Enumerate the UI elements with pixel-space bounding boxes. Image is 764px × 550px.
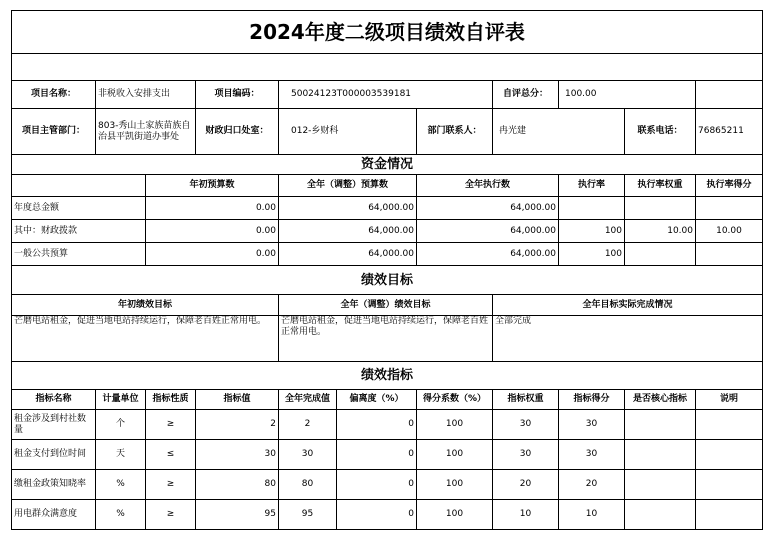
funds-row-score	[696, 197, 763, 220]
ind-target: 30	[196, 440, 279, 470]
funds-row-score	[696, 243, 763, 266]
ind-nature: ≥	[146, 500, 196, 530]
ind-weight: 30	[493, 440, 559, 470]
ind-weight: 30	[493, 410, 559, 440]
ind-deviation: 0	[337, 500, 417, 530]
ind-header-note: 说明	[696, 390, 763, 410]
contact-value: 冉光建	[493, 109, 625, 155]
ind-deviation: 0	[337, 440, 417, 470]
funds-row-init: 0.00	[146, 197, 279, 220]
funds-row-rate	[559, 197, 625, 220]
funds-header-adjusted: 全年（调整）预算数	[279, 175, 417, 197]
indicator-row	[12, 500, 763, 530]
funds-row-init: 0.00	[146, 243, 279, 266]
ind-nature: ≥	[146, 470, 196, 500]
ind-core	[625, 470, 696, 500]
funds-header-weight: 执行率权重	[625, 175, 696, 197]
funds-row-name: 其中：财政拨款	[12, 220, 146, 243]
ind-actual: 80	[279, 470, 337, 500]
ind-unit: 天	[96, 440, 146, 470]
contact-label: 部门联系人：	[417, 109, 493, 155]
project-name-value: 非税收入安排支出	[96, 81, 196, 109]
ind-target: 95	[196, 500, 279, 530]
ind-header-coef: 得分系数（%）	[417, 390, 493, 410]
ind-deviation: 0	[337, 470, 417, 500]
ind-header-core: 是否核心指标	[625, 390, 696, 410]
finance-value: 012-乡财科	[279, 109, 417, 155]
funds-row-executed: 64,000.00	[417, 243, 559, 266]
goals-adjusted-text: 芒磨电站租金，促进当地电站持续运行，保障老百姓正常用电。	[279, 316, 493, 362]
ind-core	[625, 440, 696, 470]
ind-score: 20	[559, 470, 625, 500]
evaluation-sheet	[11, 10, 762, 530]
funds-row-rate: 100	[559, 243, 625, 266]
ind-coef: 100	[417, 470, 493, 500]
project-code-label: 项目编码：	[196, 81, 279, 109]
ind-weight: 20	[493, 470, 559, 500]
funds-row-executed: 64,000.00	[417, 197, 559, 220]
finance-label: 财政归口处室：	[196, 109, 279, 155]
ind-header-score: 指标得分	[559, 390, 625, 410]
ind-header-nature: 指标性质	[146, 390, 196, 410]
ind-coef: 100	[417, 410, 493, 440]
dept-label: 项目主管部门：	[12, 109, 96, 155]
goals-header-adjusted: 全年（调整）绩效目标	[279, 295, 493, 316]
funds-row	[12, 220, 763, 243]
funds-header-score: 执行率得分	[696, 175, 763, 197]
project-name-label: 项目名称：	[12, 81, 96, 109]
blank-row	[12, 54, 763, 81]
funds-header-empty	[12, 175, 146, 197]
ind-note	[696, 470, 763, 500]
funds-row	[12, 243, 763, 266]
self-score-label: 自评总分：	[493, 81, 559, 109]
ind-unit: 个	[96, 410, 146, 440]
funds-row-score: 10.00	[696, 220, 763, 243]
indicator-row	[12, 410, 763, 440]
funds-row-adjusted: 64,000.00	[279, 197, 417, 220]
self-score-value: 100.00	[559, 81, 696, 109]
phone-value: 76865211	[696, 109, 763, 155]
funds-row-name: 年度总金额	[12, 197, 146, 220]
funds-row-weight: 10.00	[625, 220, 696, 243]
ind-target: 2	[196, 410, 279, 440]
ind-header-actual: 全年完成值	[279, 390, 337, 410]
funds-row-adjusted: 64,000.00	[279, 220, 417, 243]
ind-nature: ≤	[146, 440, 196, 470]
ind-unit: %	[96, 470, 146, 500]
ind-name: 缴租金政策知晓率	[12, 470, 96, 500]
ind-coef: 100	[417, 440, 493, 470]
ind-header-unit: 计量单位	[96, 390, 146, 410]
indicator-row	[12, 470, 763, 500]
project-code-value: 50024123T000003539181	[279, 81, 493, 109]
page-title: 2024年度二级项目绩效自评表	[12, 11, 763, 54]
funds-row-executed: 64,000.00	[417, 220, 559, 243]
ind-score: 10	[559, 500, 625, 530]
funds-row-weight	[625, 197, 696, 220]
goals-section-title: 绩效目标	[12, 266, 763, 295]
ind-name: 用电群众满意度	[12, 500, 96, 530]
goals-actual-text: 全部完成	[493, 316, 763, 362]
funds-header-executed: 全年执行数	[417, 175, 559, 197]
funds-row-rate: 100	[559, 220, 625, 243]
funds-row	[12, 197, 763, 220]
ind-core	[625, 500, 696, 530]
goals-header-actual: 全年目标实际完成情况	[493, 295, 763, 316]
ind-header-target: 指标值	[196, 390, 279, 410]
ind-unit: %	[96, 500, 146, 530]
ind-nature: ≥	[146, 410, 196, 440]
indicators-section-title: 绩效指标	[12, 362, 763, 390]
funds-section-title: 资金情况	[12, 155, 763, 175]
dept-value: 803-秀山土家族苗族自治县平凯街道办事处	[96, 109, 196, 155]
ind-target: 80	[196, 470, 279, 500]
ind-header-deviation: 偏离度（%）	[337, 390, 417, 410]
ind-actual: 95	[279, 500, 337, 530]
indicator-row	[12, 440, 763, 470]
ind-actual: 2	[279, 410, 337, 440]
funds-row-name: 一般公共预算	[12, 243, 146, 266]
ind-core	[625, 410, 696, 440]
ind-note	[696, 440, 763, 470]
ind-header-weight: 指标权重	[493, 390, 559, 410]
ind-coef: 100	[417, 500, 493, 530]
ind-weight: 10	[493, 500, 559, 530]
ind-header-name: 指标名称	[12, 390, 96, 410]
ind-score: 30	[559, 440, 625, 470]
ind-name: 租金支付到位时间	[12, 440, 96, 470]
goals-initial-text: 芒磨电站租金，促进当地电站持续运行，保障老百姓正常用电。	[12, 316, 279, 362]
funds-row-init: 0.00	[146, 220, 279, 243]
ind-note	[696, 500, 763, 530]
ind-name: 租金涉及到村社数量	[12, 410, 96, 440]
ind-actual: 30	[279, 440, 337, 470]
funds-header-init: 年初预算数	[146, 175, 279, 197]
funds-row-adjusted: 64,000.00	[279, 243, 417, 266]
funds-row-weight	[625, 243, 696, 266]
empty-cell	[696, 81, 763, 109]
funds-header-rate: 执行率	[559, 175, 625, 197]
phone-label: 联系电话：	[625, 109, 696, 155]
ind-deviation: 0	[337, 410, 417, 440]
ind-score: 30	[559, 410, 625, 440]
evaluation-table	[11, 10, 763, 530]
goals-header-initial: 年初绩效目标	[12, 295, 279, 316]
ind-note	[696, 410, 763, 440]
